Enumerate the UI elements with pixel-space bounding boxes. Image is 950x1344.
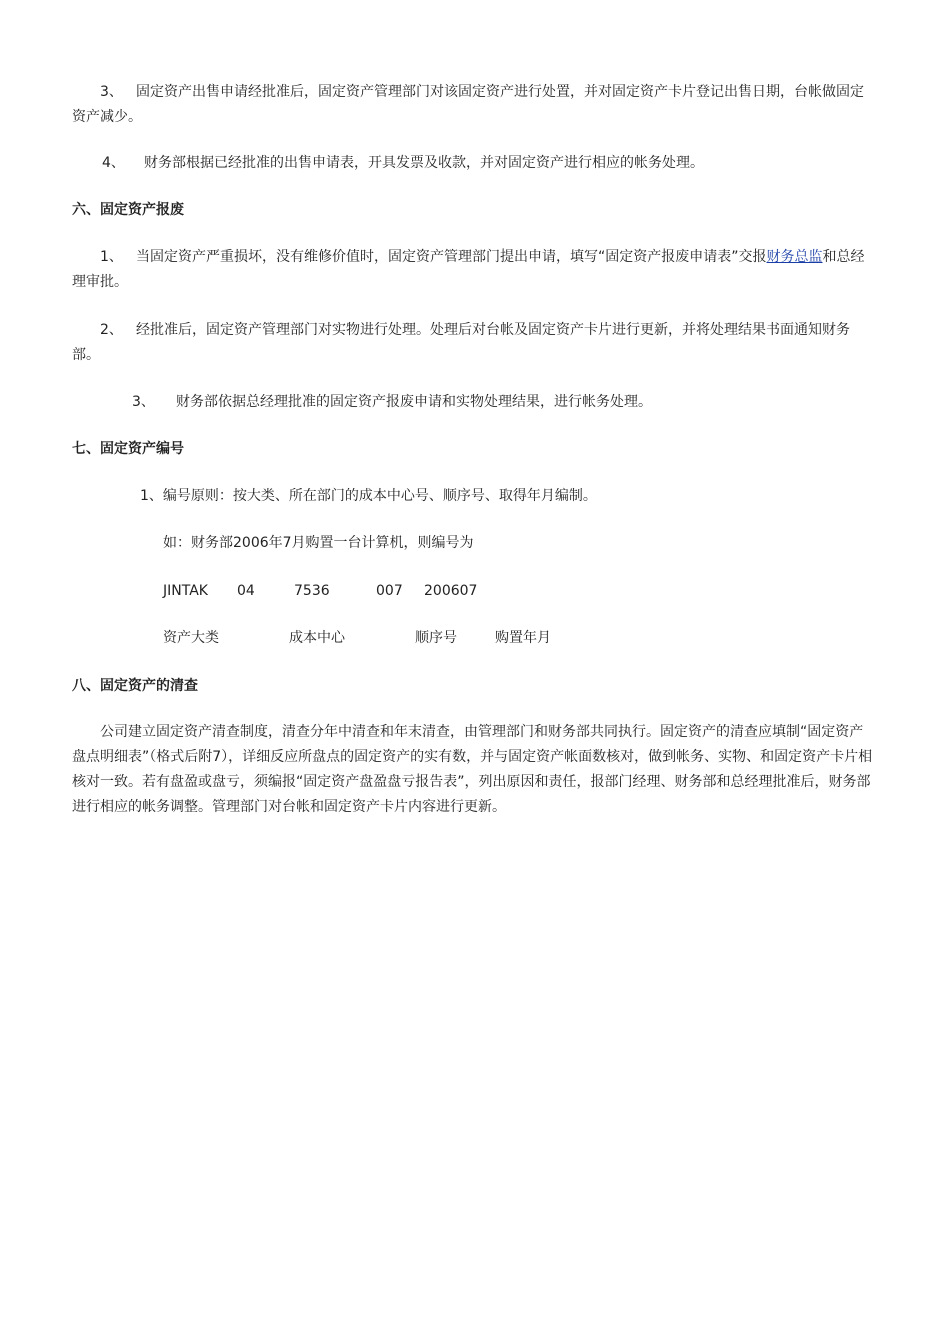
scrap-step-3-text: 财务部依据总经理批准的固定资产报废申请和实物处理结果，进行帐务处理。 [176,394,652,410]
label-category: 资产大类 [163,630,219,646]
code-cost-center: 7536 [294,583,330,599]
label-sequence: 顺序号 [415,630,457,646]
numbering-rule: 1、编号原则：按大类、所在部门的成本中心号、顺序号、取得年月编制。 [140,488,597,504]
label-cost-center: 成本中心 [289,630,345,646]
inventory-paragraph: 公司建立固定资产清查制度，清查分年中清查和年末清查，由管理部门和财务部共同执行。固定资产的清查应填制“固定资产盘点明细表”（格式后附7），详细反应所盘点的固定资产的实有数，并与固定资产帐面数核对，做到帐务、实物、和固定资产卡片相核对一致。若有盘盈或盘亏，须编报“固定资产盘盈盘亏报告表”，列出原因和责任，报部门经理、财务部和总经理批准后，财务部进行相应的帐务调整。管理部门对台帐和固定资产卡片内容进行更新。 [72,724,873,815]
sale-step-3-number: 3、 [100,84,123,100]
label-purchase-date: 购置年月 [495,630,551,646]
scrap-step-3-number: 3、 [132,394,155,410]
cfo-link[interactable]: 财务总监 [766,249,823,265]
scrap-step-1 [72,245,877,295]
scrap-step-2-number: 2、 [100,322,123,338]
code-sequence: 007 [376,583,403,599]
scrap-step-1-number: 1、 [100,249,123,265]
code-category: JINTAK [163,583,208,599]
scrap-step-1-text-after: 和总经理审批。 [72,249,865,290]
scrap-step-1-text-before: 当固定资产严重损坏，没有维修价值时，固定资产管理部门提出申请，填写“固定资产报废申请表”交报 [136,249,767,265]
asset-code-row [163,579,563,604]
scrap-step-2-text: 经批准后，固定资产管理部门对实物进行处理。处理后对台帐及固定资产卡片进行更新，并将处理结果书面通知财务部。 [72,322,850,363]
scrap-step-3 [72,390,877,415]
sale-step-4-number: 4、 [102,155,125,171]
scrap-step-2 [72,318,877,368]
asset-code-labels [163,626,563,651]
section-6-heading: 六、固定资产报废 [72,202,184,218]
sale-step-3-text: 固定资产出售申请经批准后，固定资产管理部门对该固定资产进行处置，并对固定资产卡片登记出售日期，台帐做固定资产减少。 [72,84,864,125]
code-cost-center-dept: 04 [237,583,255,599]
sale-step-4-text: 财务部根据已经批准的出售申请表，开具发票及收款，并对固定资产进行相应的帐务处理。 [144,155,704,171]
numbering-example: 如：财务部2006年7月购置一台计算机，则编号为 [163,535,474,551]
section-7-heading: 七、固定资产编号 [72,441,184,457]
sale-step-3 [72,80,877,130]
sale-step-4 [72,151,877,176]
section-8-heading: 八、固定资产的清查 [72,678,198,694]
code-purchase-date: 200607 [424,583,478,599]
